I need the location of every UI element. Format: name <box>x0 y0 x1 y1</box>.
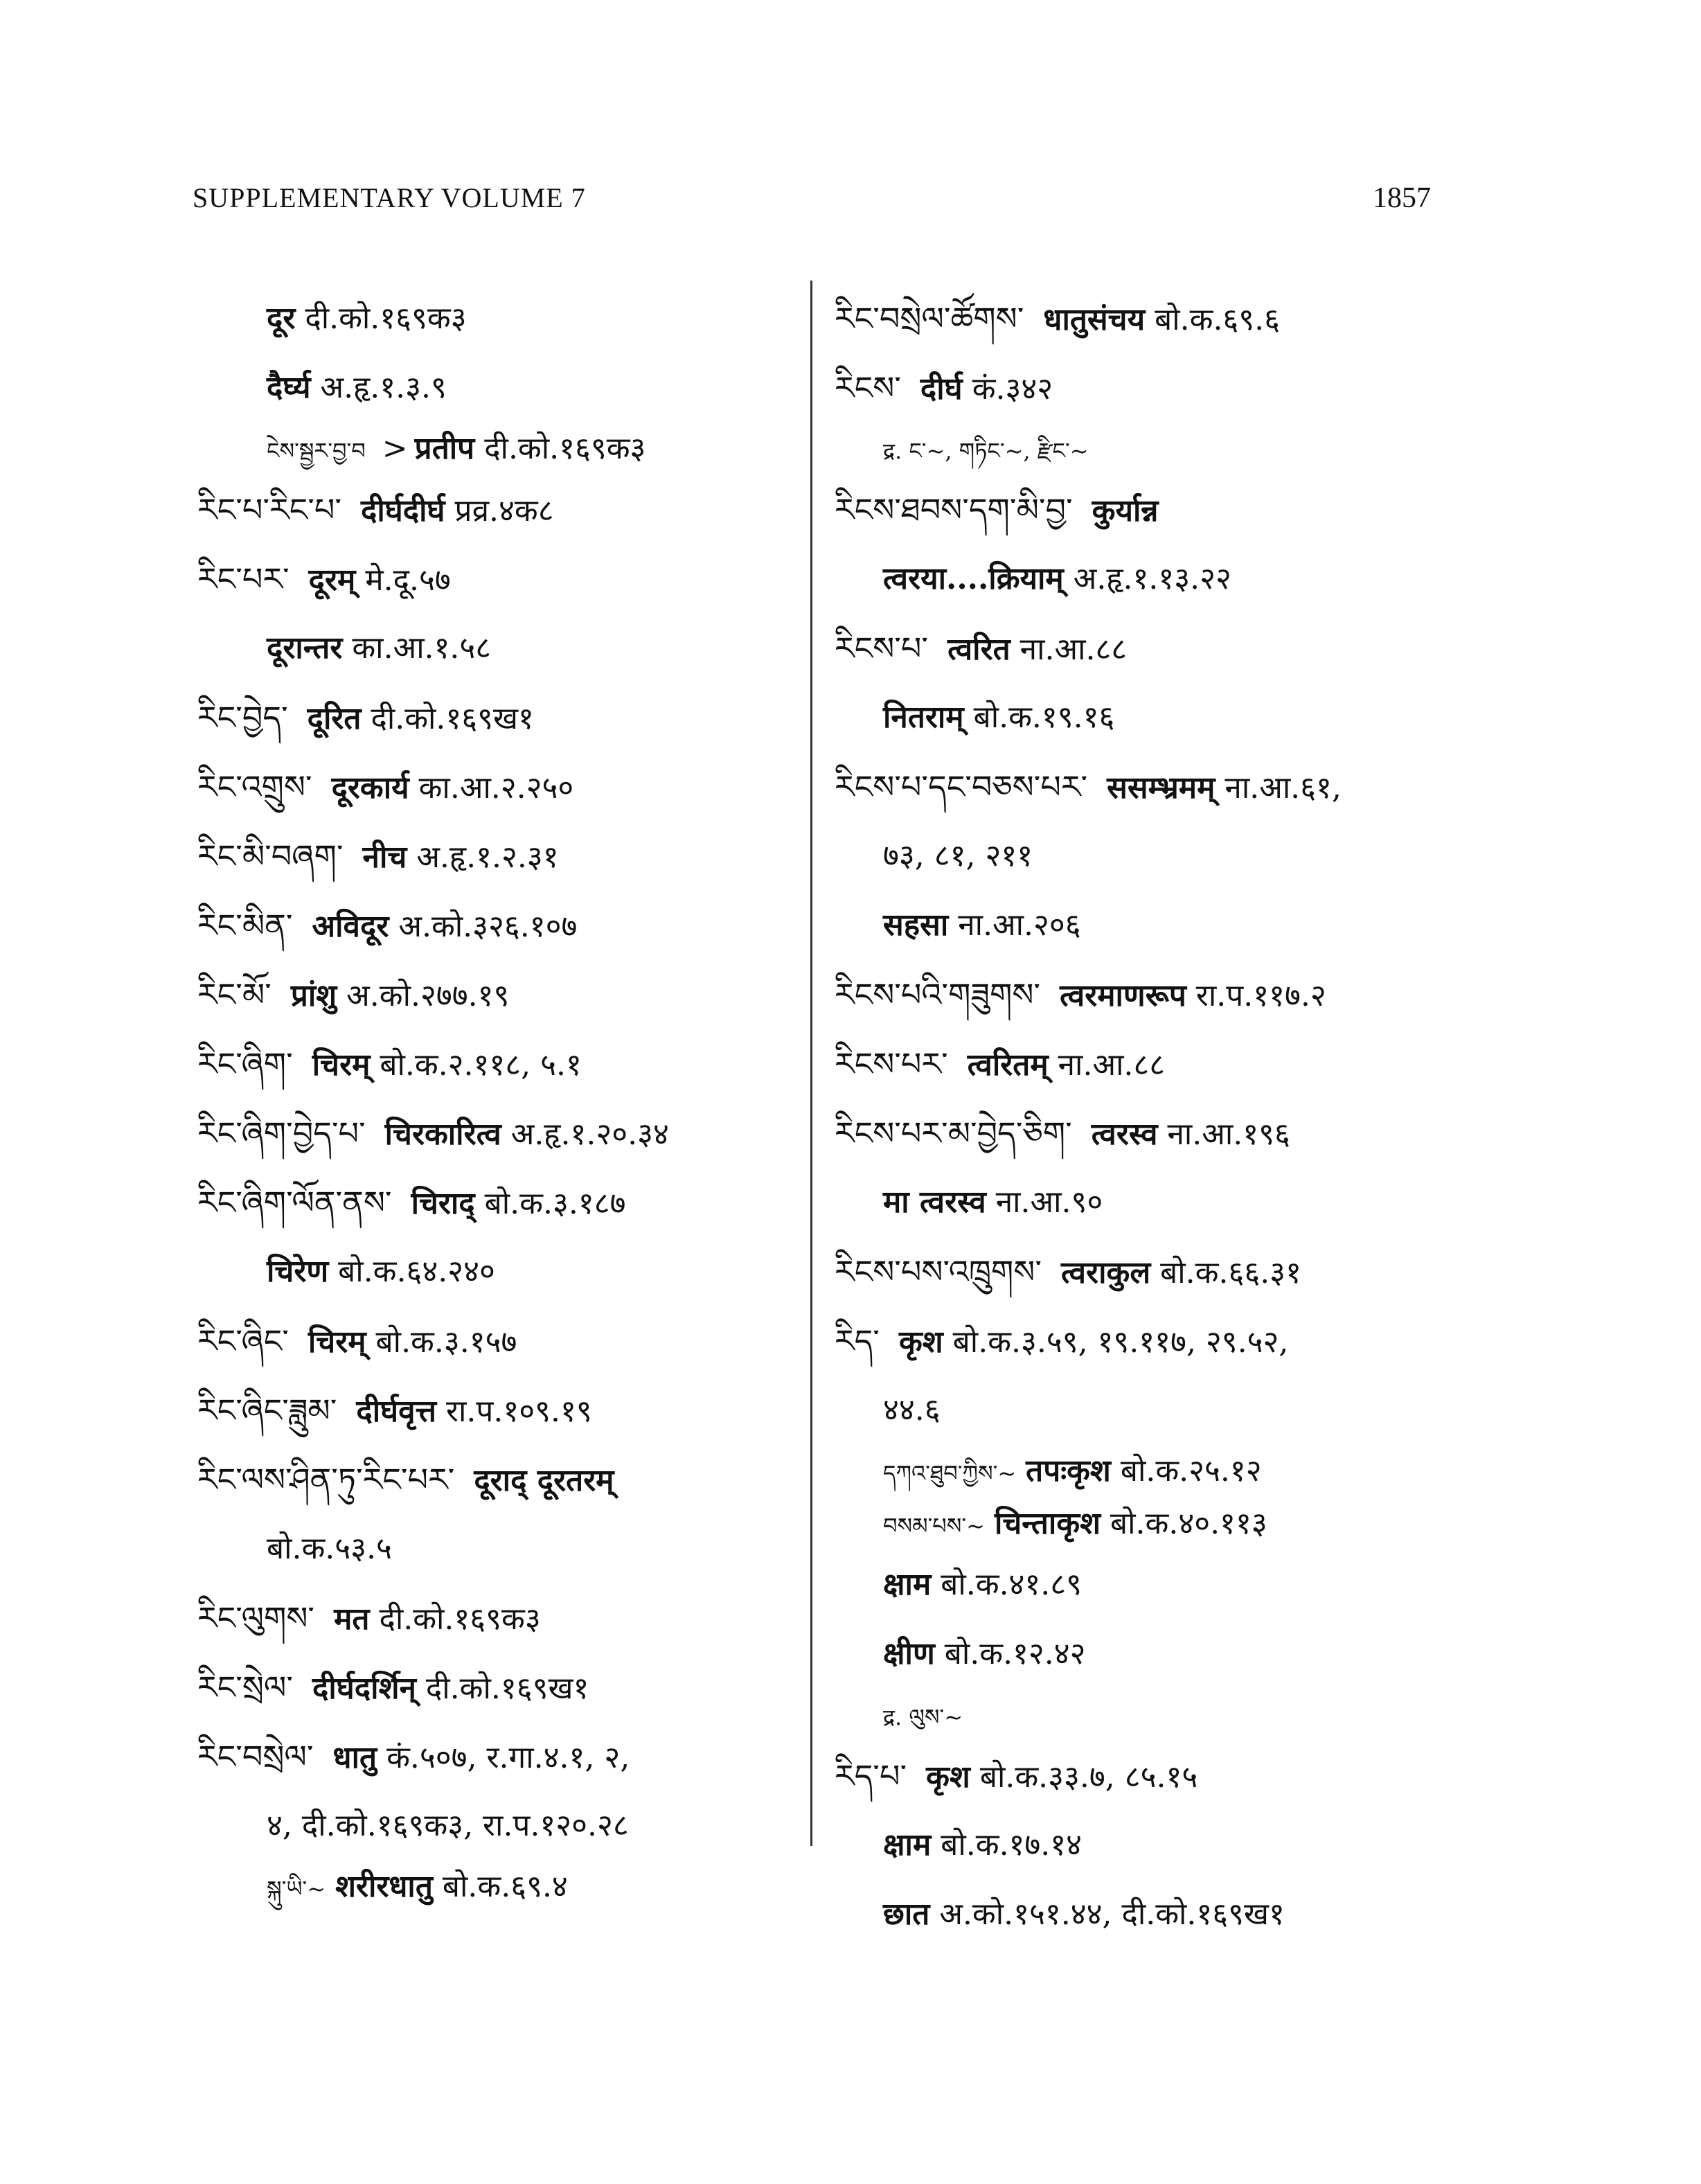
sanskrit-equivalent: चिरेण <box>267 1254 329 1289</box>
tibetan-headword: རིང་འགྲུས་ <box>197 768 312 806</box>
sanskrit-equivalent: दूर <box>267 301 296 336</box>
dictionary-entry-line <box>835 822 1444 891</box>
dictionary-entry-line <box>197 822 807 891</box>
sanskrit-equivalent: दीर्घदर्शिन् <box>312 1671 416 1706</box>
dictionary-entry-line <box>835 1099 1444 1168</box>
sanskrit-equivalent: क्षाम <box>883 1567 932 1602</box>
tibetan-compound: དཀའ་ཐུབ་ཀྱིས་~ <box>883 1460 1017 1486</box>
source-reference: बो.क.६९.६ <box>1155 302 1281 337</box>
dictionary-entry-line <box>197 353 807 423</box>
source-reference: दी.को.१६९क३ <box>379 1601 541 1637</box>
source-reference: ना.आ.१९६ <box>1167 1117 1290 1152</box>
source-reference: दी.को.१६९ख१ <box>371 701 534 736</box>
tibetan-headword: རིང་པ་རིང་པ་ <box>197 491 342 529</box>
tibetan-headword: རིང་ཞིག་ལོན་ནས་ <box>197 1184 392 1221</box>
source-reference: कं.५०७, र.गा.४.१, २, <box>386 1740 630 1775</box>
sanskrit-equivalent: त्वराकुल <box>1061 1255 1151 1290</box>
sanskrit-equivalent: त्वरया....क्रियाम् <box>883 561 1064 596</box>
source-reference: मे.दू.५७ <box>365 562 451 598</box>
tibetan-headword: རིངས་པར་ <box>835 1045 948 1083</box>
sanskrit-equivalent: प्रतीप <box>414 431 475 466</box>
dictionary-entry-line <box>197 1029 807 1099</box>
tibetan-headword: རིངས་པ་དང་བཅས་པར་ <box>835 768 1088 806</box>
source-reference: दी.को.१६९ख१ <box>425 1671 589 1706</box>
sanskrit-equivalent: धातु <box>332 1740 377 1775</box>
dictionary-entry-line <box>197 1791 807 1861</box>
source-reference: बो.क.१७.१४ <box>941 1827 1083 1863</box>
dictionary-entry-line <box>197 891 807 960</box>
dictionary-entry-line <box>197 683 807 752</box>
tibetan-headword: རིང་ཞིག་བྱེད་པ་ <box>197 1115 366 1152</box>
sanskrit-equivalent: अविदूर <box>312 909 389 944</box>
dictionary-entry-line <box>197 614 807 683</box>
source-reference: कं.३४२ <box>972 371 1053 407</box>
dictionary-entry-line <box>835 1376 1444 1445</box>
source-reference: ना.आ.८८ <box>1058 1047 1166 1083</box>
tibetan-headword: རིང་བསྲེལ་ <box>197 1738 314 1775</box>
tibetan-headword: རིངས་པའི་གཟུགས་ <box>835 976 1041 1013</box>
sanskrit-equivalent: कृश <box>898 1324 943 1360</box>
dictionary-entry-line <box>197 752 807 822</box>
sanskrit-equivalent: दीर्घवृत्त <box>356 1394 437 1429</box>
sanskrit-equivalent: चिरकारित्व <box>384 1117 501 1152</box>
tibetan-headword: རིང་ཞིང་ཟླུམ་ <box>197 1392 337 1429</box>
tibetan-headword: རིང་སྲེལ་ <box>197 1669 294 1706</box>
column-divider <box>810 281 812 1846</box>
source-reference: ना.आ.९० <box>995 1184 1103 1220</box>
sanskrit-equivalent: नितराम् <box>883 700 964 735</box>
source-reference: ७३, ८१, २११ <box>883 838 1033 873</box>
tibetan-compound: द्र. ལུས་~ <box>883 1704 963 1730</box>
source-reference: ना.आ.६१, <box>1224 770 1342 806</box>
tibetan-headword: རིང་བསྲེལ་ཚོགས་ <box>835 300 1024 337</box>
sanskrit-equivalent: धातुसंचय <box>1043 302 1146 337</box>
cross-reference-marker: > <box>382 431 408 466</box>
dictionary-entry-line <box>835 423 1444 475</box>
dictionary-entry-line <box>835 284 1444 353</box>
sanskrit-equivalent: चिन्ताकृश <box>994 1506 1101 1541</box>
dictionary-entry-line <box>197 475 807 544</box>
dictionary-entry-line <box>835 1880 1444 1949</box>
sanskrit-equivalent: नीच <box>362 840 407 875</box>
running-head: SUPPLEMENTARY VOLUME 7 <box>193 182 586 213</box>
sanskrit-equivalent: दूराद् दूरतरम् <box>474 1463 614 1498</box>
dictionary-entry-line <box>835 1619 1444 1689</box>
sanskrit-equivalent: त्वरितम् <box>967 1047 1049 1083</box>
sanskrit-equivalent: त्वरस्व <box>1091 1117 1158 1152</box>
dictionary-entry-line <box>835 683 1444 752</box>
page-number: 1857 <box>1373 182 1431 214</box>
tibetan-headword: རིང་མིན་ <box>197 907 293 944</box>
sanskrit-equivalent: क्षाम <box>883 1827 932 1863</box>
source-reference: बो.क.३.५९, १९.११७, २९.५२, <box>952 1324 1289 1360</box>
sanskrit-equivalent: सहसा <box>883 907 949 943</box>
sanskrit-equivalent: त्वरित <box>947 632 1010 667</box>
dictionary-entry-line <box>835 1445 1444 1498</box>
source-reference: अ.हृ.१.१३.२२ <box>1073 561 1231 596</box>
source-reference: बो.क.१२.४२ <box>944 1636 1086 1671</box>
sanskrit-equivalent: दूरान्तर <box>267 630 343 666</box>
source-reference: ना.आ.८८ <box>1019 632 1128 667</box>
sanskrit-equivalent: कुर्यान्न <box>1092 493 1159 529</box>
dictionary-entry-line <box>835 353 1444 423</box>
source-reference: बो.क.३.१८७ <box>484 1186 626 1221</box>
dictionary-entry-line <box>197 423 807 475</box>
tibetan-headword: རིངས་ <box>835 369 901 407</box>
source-reference: बो.क.६९.४ <box>442 1869 568 1904</box>
dictionary-entry-line <box>835 1237 1444 1306</box>
tibetan-headword: རིང་བྱེད་ <box>197 699 288 736</box>
sanskrit-equivalent: दूरकार्य <box>331 770 409 806</box>
sanskrit-equivalent: दीर्घ <box>920 371 963 407</box>
dictionary-entry-line <box>197 1237 807 1306</box>
dictionary-entry-line <box>835 1741 1444 1811</box>
source-reference: बो.क.२५.१२ <box>1120 1453 1262 1489</box>
dictionary-entry-line <box>197 1376 807 1445</box>
dictionary-entry-line <box>835 614 1444 683</box>
dictionary-entry-line <box>835 1811 1444 1880</box>
source-reference: बो.क.४०.११३ <box>1110 1506 1267 1541</box>
sanskrit-equivalent: तपःकृश <box>1026 1453 1111 1489</box>
tibetan-headword: རིང་ཞིག་ <box>197 1045 293 1083</box>
sanskrit-equivalent: दूरित <box>307 701 362 736</box>
dictionary-entry-line <box>197 544 807 614</box>
dictionary-entry-line <box>197 1861 807 1913</box>
tibetan-headword: རིང་ལུགས་ <box>197 1599 315 1637</box>
sanskrit-equivalent: दीर्घदीर्घ <box>361 493 445 529</box>
source-reference: ४४.६ <box>883 1392 941 1428</box>
source-reference: दी.को.१६९क३ <box>305 301 467 336</box>
dictionary-entry-line <box>197 1653 807 1722</box>
sanskrit-equivalent: प्रांशु <box>290 978 337 1013</box>
source-reference: रा.प.११७.२ <box>1195 978 1326 1013</box>
sanskrit-equivalent: शरीरधातु <box>335 1869 433 1904</box>
source-reference: बो.क.३.१५७ <box>375 1324 517 1360</box>
source-reference: बो.क.५३.५ <box>267 1531 392 1566</box>
tibetan-headword: རིད་པ་ <box>835 1757 907 1795</box>
source-reference: प्रव्र.४क८ <box>454 493 554 529</box>
source-reference: अ.हृ.१.३.९ <box>320 370 447 405</box>
tibetan-headword: རིང་ཞིང་ <box>197 1322 289 1360</box>
tibetan-compound: བསམ་པས་~ <box>883 1513 985 1539</box>
sanskrit-equivalent: मत <box>334 1601 370 1637</box>
right-column <box>835 284 1444 1949</box>
sanskrit-equivalent: चिरम् <box>308 1324 366 1360</box>
dictionary-entry-line <box>835 891 1444 960</box>
dictionary-entry-line <box>197 1583 807 1653</box>
tibetan-headword: རིངས་ཐབས་དག་མི་བྱ་ <box>835 491 1073 529</box>
dictionary-entry-line <box>197 960 807 1029</box>
source-reference: ना.आ.२०६ <box>958 907 1081 943</box>
dictionary-entry-line <box>835 475 1444 544</box>
dictionary-entry-line <box>835 1306 1444 1376</box>
source-reference: बो.क.१९.१६ <box>973 700 1115 735</box>
tibetan-headword: རིངས་པ་ <box>835 630 929 667</box>
source-reference: बो.क.६४.२४० <box>338 1254 495 1289</box>
tibetan-headword: རིངས་པས་འཁྲུགས་ <box>835 1253 1042 1290</box>
source-reference: का.आ.१.५८ <box>352 630 492 666</box>
sanskrit-equivalent: त्वरमाणरूप <box>1060 978 1186 1013</box>
dictionary-entry-line <box>197 1514 807 1583</box>
page-header <box>193 181 1431 223</box>
source-reference: अ.को.१५१.४४, दी.को.१६९ख१ <box>939 1897 1285 1932</box>
source-reference: अ.हृ.१.२.३१ <box>416 840 559 875</box>
dictionary-entry-line <box>197 1099 807 1168</box>
left-column <box>197 284 807 1913</box>
dictionary-entry-line <box>835 752 1444 822</box>
tibetan-compound: ངེས་སྦྱར་བྱ་བ <box>267 438 366 464</box>
source-reference: बो.क.६६.३१ <box>1160 1255 1301 1290</box>
source-reference: रा.प.१०९.१९ <box>446 1394 592 1429</box>
dictionary-entry-line <box>835 960 1444 1029</box>
source-reference: दी.को.१६९क३ <box>484 431 646 466</box>
source-reference: बो.क.३३.७, ८५.१५ <box>979 1759 1198 1795</box>
dictionary-entry-line <box>197 1722 807 1791</box>
source-reference: अ.हृ.१.२०.३४ <box>510 1117 669 1152</box>
source-reference: अ.को.३२६.१०७ <box>398 909 578 944</box>
tibetan-compound: སྐུ་ཡི་~ <box>267 1876 326 1902</box>
sanskrit-equivalent: चिराद् <box>411 1186 475 1221</box>
sanskrit-equivalent: दैर्घ्य <box>267 370 311 405</box>
dictionary-entry-line <box>197 284 807 353</box>
dictionary-entry-line <box>197 1168 807 1237</box>
sanskrit-equivalent: कृश <box>926 1759 970 1795</box>
sanskrit-equivalent: चिरम् <box>312 1047 371 1083</box>
sanskrit-equivalent: मा त्वरस्व <box>883 1184 986 1220</box>
source-reference: बो.क.२.११८, ५.१ <box>380 1047 582 1083</box>
source-reference: ४, दी.को.१६९क३, रा.प.१२०.२८ <box>267 1808 629 1843</box>
tibetan-headword: རིད་ <box>835 1322 880 1360</box>
sanskrit-equivalent: छात <box>883 1897 930 1932</box>
dictionary-entry-line <box>197 1306 807 1376</box>
source-reference: बो.क.४१.८९ <box>941 1567 1083 1602</box>
tibetan-compound: द्र. ང་~, གཏིང་~, རྫིང་~ <box>883 438 1089 464</box>
dictionary-entry-line <box>835 1168 1444 1237</box>
dictionary-entry-line <box>835 1550 1444 1619</box>
tibetan-headword: རིང་མི་བཞག་ <box>197 837 344 875</box>
dictionary-entry-line <box>835 1029 1444 1099</box>
source-reference: का.आ.२.२५० <box>418 770 574 806</box>
dictionary-entry-line <box>835 544 1444 614</box>
tibetan-headword: རིང་མོ་ <box>197 976 271 1013</box>
sanskrit-equivalent: दूरम् <box>308 562 356 598</box>
source-reference: अ.को.२७७.१९ <box>346 978 510 1013</box>
dictionary-entry-line <box>835 1498 1444 1550</box>
dictionary-entry-line <box>197 1445 807 1514</box>
tibetan-headword: རིང་པར་ <box>197 560 290 598</box>
tibetan-headword: རིངས་པར་མ་བྱེད་ཅིག་ <box>835 1115 1072 1152</box>
tibetan-headword: རིང་ལས་ཤིན་ཏུ་རིང་པར་ <box>197 1461 455 1498</box>
dictionary-entry-line <box>835 1689 1444 1741</box>
sanskrit-equivalent: ससम्भ्रमम् <box>1107 770 1215 806</box>
sanskrit-equivalent: क्षीण <box>883 1636 935 1671</box>
